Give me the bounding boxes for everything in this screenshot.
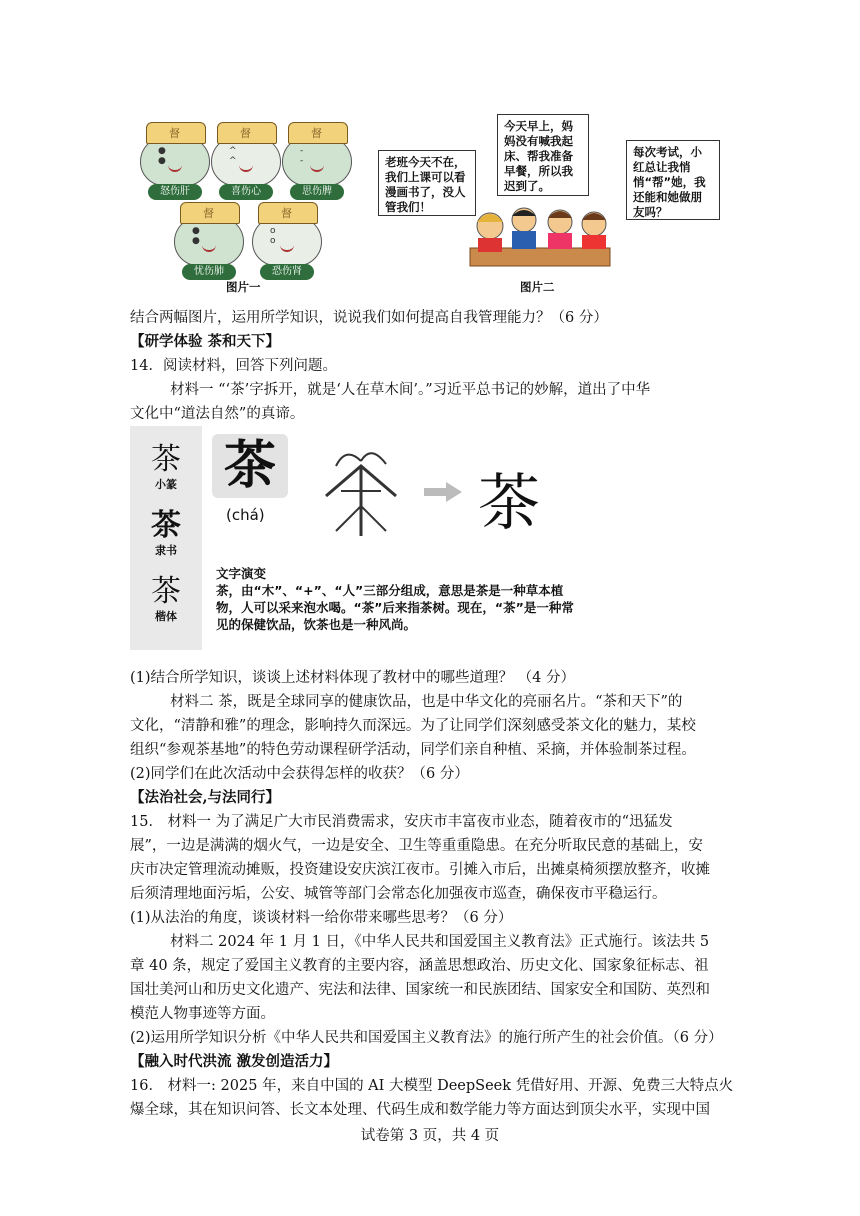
q14-material2-line2: 文化，“清静和雅”的理念，影响持久而深远。为了让同学们深刻感受茶文化的魅力，某校 bbox=[130, 718, 696, 734]
speech-bubble-middle: 今天早上，妈妈没有喊我起床、帮我准备早餐，所以我迟到了。 bbox=[497, 114, 589, 196]
figure-one-caption: 图片一 bbox=[226, 280, 261, 294]
q14-heading: 14．阅读材料，回答下列问题。 bbox=[130, 358, 337, 374]
speech-bubble-right: 每次考试，小红总让我悄悄“帮”她，我还能和她做朋友吗？ bbox=[626, 140, 720, 220]
q14-material1-line1: 材料一 “‘茶’字拆开，就是‘人在草木间’。”习近平总书记的妙解，道出了中华 bbox=[170, 382, 651, 398]
section-heading-tea: 【研学体验 茶和天下】 bbox=[130, 333, 281, 350]
emotion-label: 恐伤肾 bbox=[260, 264, 314, 280]
emotion-label: 怒伤肝 bbox=[148, 184, 202, 200]
head-sorrow: 督 ● ● 忧伤肺 bbox=[172, 202, 246, 276]
hat-char: 督 bbox=[281, 207, 292, 220]
script-label-clerical: 隶书 bbox=[155, 544, 177, 557]
figure-two-caption: 图片二 bbox=[520, 280, 555, 294]
script-label-seal: 小篆 bbox=[155, 478, 177, 491]
script-glyph-seal: 茶 bbox=[151, 442, 181, 477]
evolution-text: 茶，由“木”、“+”、“人”三部分组成，意思是茶是一种草本植物，人可以采来泡水喝。“茶”后来指茶树。现在，“茶”是一种常见的保健饮品，饮茶也是一种风尚。 bbox=[216, 583, 574, 632]
q14-material2-line3: 组织“参观茶基地”的特色劳动课程研学活动，同学们亲自种植、采摘，并体验制茶过程。 bbox=[130, 742, 696, 758]
emotion-label: 思伤脾 bbox=[290, 184, 344, 200]
q13-prompt: 结合两幅图片，运用所学知识，说说我们如何提高自我管理能力？（6 分） bbox=[130, 310, 608, 326]
q15-material2-line1: 材料二 2024 年 1 月 1 日，《中华人民共和国爱国主义教育法》正式施行。该法共 5 bbox=[170, 934, 710, 950]
tea-character-figure bbox=[130, 426, 580, 650]
tea-sketch-and-arrow bbox=[316, 436, 566, 546]
q15-question2: (2)运用所学知识分析《中华人民共和国爱国主义教育法》的施行所产生的社会价值。（6 分） bbox=[130, 1030, 723, 1046]
students-illustration bbox=[462, 196, 622, 276]
q14-material1-line2: 文化中“道法自然”的真谛。 bbox=[130, 406, 305, 422]
q16-material1-line2: 爆全球，其在知识问答、长文本处理、代码生成和数学能力等方面达到顶尖水平，实现中国 bbox=[130, 1102, 710, 1118]
speech-bubble-left: 老班今天不在，我们上课可以看漫画书了，没人管我们！ bbox=[378, 150, 476, 216]
head-joy: 督 ^ ^ 喜伤心 bbox=[209, 122, 283, 196]
hat-char: 督 bbox=[311, 127, 322, 140]
section-heading-law: 【法治社会,与法同行】 bbox=[130, 789, 281, 806]
script-glyph-regular: 茶 bbox=[151, 574, 181, 609]
hat-char: 督 bbox=[203, 207, 214, 220]
q16-material1-line1: 16． 材料一: 2025 年，来自中国的 AI 大模型 DeepSeek 凭借好用、开源、免费三大特点火 bbox=[130, 1078, 734, 1094]
head-anger: 督 ● ● 怒伤肝 bbox=[138, 122, 212, 196]
q15-material1-line1: 15． 材料一 为了满足广大市民消费需求，安庆市丰富夜市业态，随着夜市的“迅猛发 bbox=[130, 814, 673, 830]
emotion-label: 忧伤肺 bbox=[182, 264, 236, 280]
script-glyph-clerical: 茶 bbox=[151, 508, 181, 543]
q15-material2-line4: 模范人物事迹等方面。 bbox=[130, 1006, 275, 1022]
svg-text:茶: 茶 bbox=[478, 466, 541, 539]
q15-material2-line2: 章 40 条，规定了爱国主义教育的主要内容，涵盖思想政治、历史文化、国家象征标志、祖 bbox=[130, 958, 709, 974]
q15-question1: (1)从法治的角度，谈谈材料一给你带来哪些思考？（6 分） bbox=[130, 910, 513, 926]
hat-char: 督 bbox=[240, 127, 251, 140]
pinyin: (chá) bbox=[226, 506, 265, 524]
page-footer: 试卷第 3 页，共 4 页 bbox=[360, 1128, 500, 1144]
head-thought: 督 - - 思伤脾 bbox=[280, 122, 354, 196]
evolution-title: 文字演变 bbox=[216, 566, 267, 581]
q14-material2-line1: 材料二 茶，既是全球同享的健康饮品，也是中华文化的亮丽名片。“茶和天下”的 bbox=[170, 694, 683, 710]
head-fear: 督 o o 恐伤肾 bbox=[250, 202, 324, 276]
script-label-regular: 楷体 bbox=[155, 610, 177, 623]
q15-material1-line4: 后须清理地面污垢，公安、城管等部门会常态化加强夜市巡查，确保夜市平稳运行。 bbox=[130, 886, 667, 902]
q14-question2: (2)同学们在此次活动中会获得怎样的收获？（6 分） bbox=[130, 766, 469, 782]
q15-material1-line3: 庆市决定管理流动摊贩，投资建设安庆滨江夜市。引摊入市后，出摊桌椅须摆放整齐，收摊 bbox=[130, 862, 710, 878]
hat-char: 督 bbox=[169, 127, 180, 140]
q15-material2-line3: 国壮美河山和历史文化遗产、宪法和法律、国家统一和民族团结、国家安全和国防、英烈和 bbox=[130, 982, 710, 998]
big-tea-character: 茶 bbox=[212, 434, 288, 498]
q15-material1-line2: 展”，一边是满满的烟火气，一边是安全、卫生等重重隐患。在充分听取民意的基础上，安 bbox=[130, 838, 703, 854]
q14-question1: (1)结合所学知识，谈谈上述材料体现了教材中的哪些道理？ （4 分） bbox=[130, 670, 575, 686]
section-heading-era: 【融入时代洪流 激发创造活力】 bbox=[130, 1053, 339, 1070]
emotion-label: 喜伤心 bbox=[219, 184, 273, 200]
